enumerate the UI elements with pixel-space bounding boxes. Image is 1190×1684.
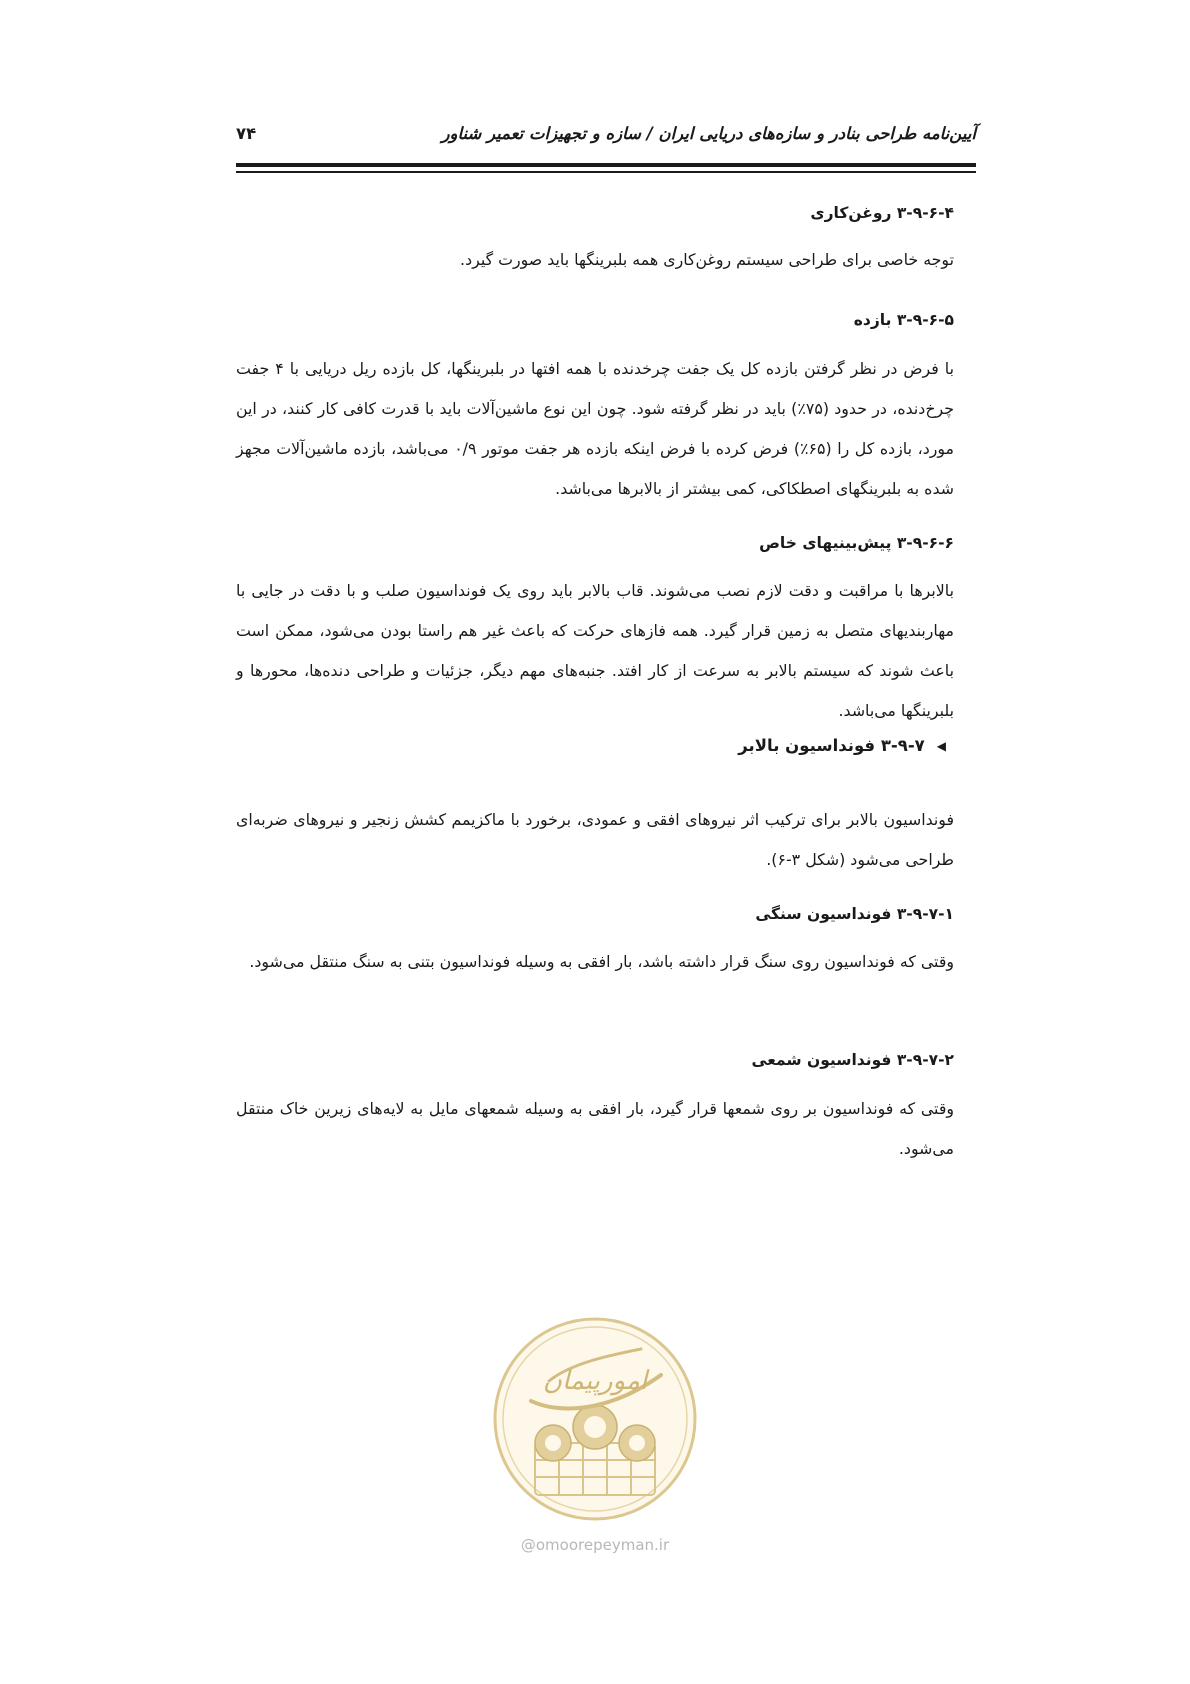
- section-paragraph-pile-foundation: وقتی که فونداسیون بر روی شمعها قرار گیرد، بار افقی به وسیله شمعهای مایل به لایه‌های زیرین خاک منتقل می‌شود.: [236, 1099, 954, 1158]
- header-rule-thin: [236, 171, 976, 173]
- watermark-logo: [491, 1315, 699, 1523]
- page-number: ۷۴: [236, 124, 257, 143]
- section-heading-hoist-foundation: [236, 736, 946, 755]
- section-heading-lubrication: ۳-۹-۶-۴ روغن‌کاری: [810, 204, 954, 222]
- watermark-seal-icon: [491, 1315, 699, 1523]
- section-heading-special-provisions: ۳-۹-۶-۶ پیش‌بینیهای خاص: [759, 534, 954, 552]
- svg-text:امورپیمان: امورپیمان: [542, 1366, 648, 1396]
- section-paragraph-rock-foundation: وقتی که فونداسیون روی سنگ قرار داشته باشد، بار افقی به وسیله فونداسیون بتنی به سنگ منتقل می‌شود.: [249, 952, 954, 971]
- section-heading-hoist-foundation-label: ۳-۹-۷ فونداسیون بالابر: [738, 736, 925, 755]
- section-heading-rock-foundation: ۳-۹-۷-۱ فونداسیون سنگی: [755, 905, 954, 923]
- header-rule-thick: [236, 163, 976, 167]
- book-title: آیین‌نامه طراحی بنادر و سازه‌های دریایی ایران / سازه و تجهیزات تعمیر شناور: [441, 124, 976, 143]
- watermark-site: @omoorepeyman.ir: [520, 1536, 670, 1554]
- section-heading-efficiency: ۳-۹-۶-۵ بازده: [853, 311, 954, 329]
- section-paragraph-hoist-foundation: فونداسیون بالابر برای ترکیب اثر نیروهای افقی و عمودی، برخورد با ماکزیمم کشش زنجیر و نیروهای ضربه‌ای طراحی می‌شود (شکل ۳-۶).: [236, 810, 954, 869]
- section-paragraph-special-provisions: بالابرها با مراقبت و دقت لازم نصب می‌شوند. قاب بالابر باید روی یک فونداسیون صلب و با دقت در جایی با مهاربندیهای متصل به زمین قرار گیرد. همه فازهای حرکت که باعث غیر هم راستا بودن می‌شود، ممکن است باعث شوند که سیستم بالابر به سرعت از کار افتد. جنبه‌های مهم دیگر، جزئیات و طراحی دنده‌ها، محورها و بلبرینگها می‌باشد.: [236, 581, 954, 720]
- section-paragraph-efficiency: با فرض در نظر گرفتن بازده کل یک جفت چرخدنده با همه افتها در بلبرینگها، کل بازده ریل دریایی با ۴ جفت چرخ‌دنده، در حدود (۷۵٪) باید در نظر گرفته شود. چون این نوع ماشین‌آلات باید با قدرت کافی کار کنند، در این مورد، بازده کل را (۶۵٪) فرض کرده با فرض اینکه بازده هر جفت موتور ۰/۹ می‌باشد، بازده ماشین‌آلات مجهز شده به بلبرینگهای اصطکاکی، کمی بیشتر از بالابرها می‌باشد.: [236, 359, 954, 498]
- section-heading-pile-foundation: ۳-۹-۷-۲ فونداسیون شمعی: [751, 1051, 954, 1069]
- bullet-arrow-icon: ◀: [936, 739, 946, 753]
- running-head: [236, 124, 976, 154]
- section-paragraph-lubrication: توجه خاصی برای طراحی سیستم روغن‌کاری همه بلبرینگها باید صورت گیرد.: [460, 250, 954, 269]
